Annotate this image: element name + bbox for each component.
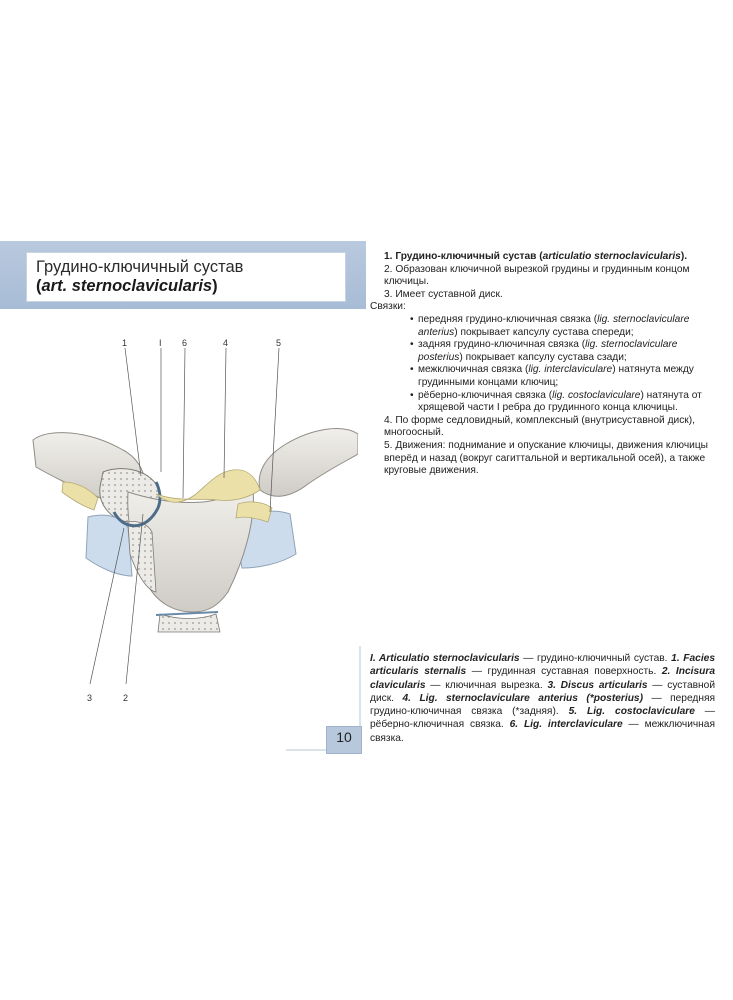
ligaments-list — [370, 314, 715, 415]
figure-label-2: 2 — [123, 693, 129, 703]
figure-label-1: 1 — [122, 338, 128, 348]
figure-label-4: 4 — [223, 338, 229, 348]
sternal-junction — [156, 612, 218, 615]
ligament-item: • задняя грудино-ключичная связка (lig. sternoclaviculare posterius) покрывает капсулу сустава сзади; — [410, 339, 678, 363]
page-title: Грудино-ключичный сустав — [36, 258, 244, 276]
sternal-body — [158, 614, 220, 632]
figure-legend: I. Articulatio sternoclavicularis — грудино-ключичный сустав. 1. Facies articularis sternalis — грудинная суставная поверхность. 2. Incisura clavicularis — ключичная вырезка. 3. Discus articularis — суставной диск. 4. Lig. sternoclaviculare anterius (*posterius) — передняя грудино-ключичная связка (*задняя). 5. Lig. costoclaviculare — рёберно-ключичная связка. 6. Lig. interclaviculare — межключичная связка. — [370, 653, 716, 744]
point-5: 5. Движения: поднимание и опускание ключицы, движения ключицы вперёд и назад (вокруг сагиттальной и вертикальной осей), а также круговые движения. — [384, 439, 708, 477]
page-subtitle: (art. sternoclavicularis) — [36, 277, 218, 295]
ligaments-heading: Связки: — [370, 301, 406, 313]
page-number: 10 — [336, 729, 352, 745]
manubrium-section — [128, 521, 156, 592]
figure-label-3: 3 — [87, 693, 93, 703]
interclavicular-ligament — [156, 470, 260, 503]
figure-label-I: I — [159, 338, 162, 348]
figure-label-6: 6 — [182, 338, 188, 348]
description-text — [370, 251, 715, 478]
point-2: 2. Образован ключичной вырезкой грудины и грудинным концом ключицы. — [384, 263, 690, 288]
ligament-item: • передняя грудино-ключичная связка (lig. sternoclaviculare anterius) покрывает капсулу сустава спереди; — [410, 313, 690, 338]
ligament-item: • межключичная связка (lig. interclaviculare) натянута между грудинными концами ключиц; — [410, 364, 694, 388]
figure-label-5: 5 — [276, 338, 282, 348]
point-3: 3. Имеет суставной диск. — [384, 288, 503, 300]
point-1: 1. Грудино-ключичный сустав (articulatio sternoclavicularis). — [384, 251, 688, 262]
latin-title: art. sternoclavicularis — [41, 277, 213, 295]
ligament-item: • рёберно-ключичная связка (lig. costoclaviculare) натянута от хрящевой части I ребра до грудинного конца ключицы. — [410, 389, 702, 414]
point-4: 4. По форме седловидный, комплексный (внутрисуставной диск), многоосный. — [384, 414, 695, 439]
